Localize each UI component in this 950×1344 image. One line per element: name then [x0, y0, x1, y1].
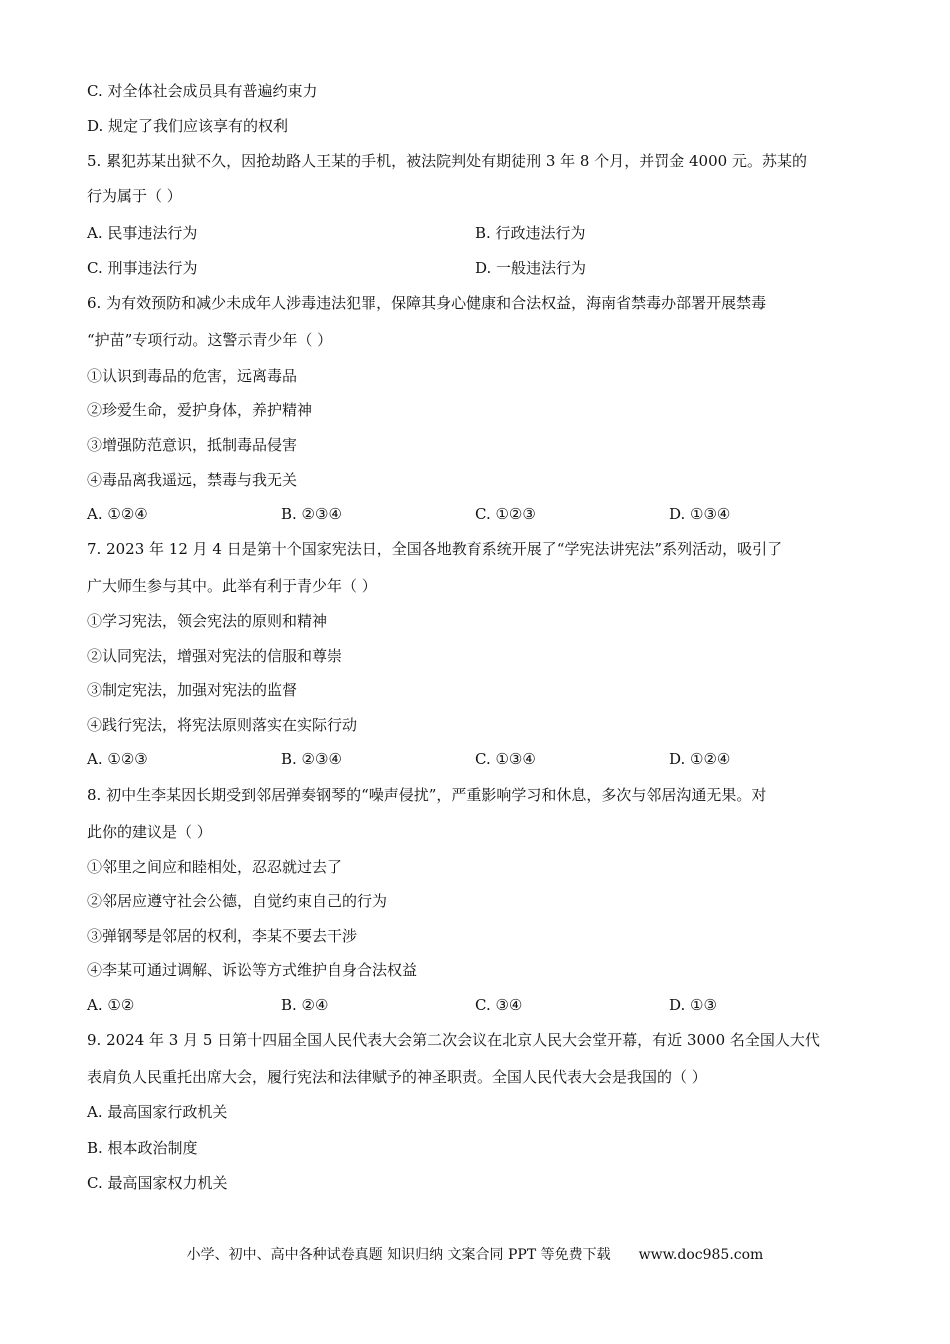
q8-statement-4: ④李某可通过调解、诉讼等方式维护自身合法权益	[87, 961, 418, 979]
q6-stem-line1: 6. 为有效预防和减少未成年人涉毒违法犯罪，保障其身心健康和合法权益，海南省禁毒办部署开展禁毒	[87, 294, 767, 312]
q6-statement-1: ①认识到毒品的危害，远离毒品	[87, 367, 298, 385]
q5-option-c: C. 刑事违法行为	[87, 259, 198, 277]
q7-statement-3: ③制定宪法，加强对宪法的监督	[87, 681, 298, 699]
q7-statement-4: ④践行宪法，将宪法原则落实在实际行动	[87, 716, 358, 734]
q9-stem-line1: 9. 2024 年 3 月 5 日第十四届全国人民代表大会第二次会议在北京人民大会堂开幕，有近 3000 名全国人大代	[87, 1031, 820, 1049]
q6-option-d: D. ①③④	[669, 505, 731, 523]
page-footer	[0, 1245, 950, 1265]
q8-stem-line2: 此你的建议是（ ）	[87, 823, 212, 841]
q6-statement-4: ④毒品离我遥远，禁毒与我无关	[87, 471, 298, 489]
q8-option-a: A. ①②	[87, 996, 135, 1014]
q9-stem-line2: 表肩负人民重托出席大会，履行宪法和法律赋予的神圣职责。全国人民代表大会是我国的（ ）	[87, 1068, 707, 1086]
q6-option-c: C. ①②③	[475, 505, 536, 523]
q8-option-c: C. ③④	[475, 996, 523, 1014]
footer-site-link[interactable]: www.doc985.com	[638, 1247, 764, 1263]
q6-option-b: B. ②③④	[281, 505, 342, 523]
q7-statement-1: ①学习宪法，领会宪法的原则和精神	[87, 612, 328, 630]
q4-option-c: C. 对全体社会成员具有普遍约束力	[87, 82, 318, 100]
q8-option-d: D. ①③	[669, 996, 717, 1014]
q5-option-b: B. 行政违法行为	[475, 224, 586, 242]
footer-text: 小学、初中、高中各种试卷真题 知识归纳 文案合同 PPT 等免费下载	[186, 1247, 611, 1263]
q8-option-b: B. ②④	[281, 996, 329, 1014]
q7-option-b: B. ②③④	[281, 750, 342, 768]
q9-option-c: C. 最高国家权力机关	[87, 1174, 228, 1192]
q8-stem-line1: 8. 初中生李某因长期受到邻居弹奏钢琴的“噪声侵扰”，严重影响学习和休息，多次与邻居沟通无果。对	[87, 786, 767, 804]
q9-option-a: A. 最高国家行政机关	[87, 1103, 228, 1121]
q8-statement-2: ②邻居应遵守社会公德，自觉约束自己的行为	[87, 892, 388, 910]
q5-option-a: A. 民事违法行为	[87, 224, 198, 242]
q6-option-a: A. ①②④	[87, 505, 148, 523]
q7-option-a: A. ①②③	[87, 750, 148, 768]
q7-option-d: D. ①②④	[669, 750, 731, 768]
q5-option-d: D. 一般违法行为	[475, 259, 587, 277]
q5-stem-line2: 行为属于（ ）	[87, 187, 182, 205]
q8-statement-3: ③弹钢琴是邻居的权利，李某不要去干涉	[87, 927, 358, 945]
q6-stem-line2: “护苗”专项行动。这警示青少年（ ）	[87, 331, 333, 349]
q6-statement-3: ③增强防范意识，抵制毒品侵害	[87, 436, 298, 454]
q7-stem-line1: 7. 2023 年 12 月 4 日是第十个国家宪法日，全国各地教育系统开展了“学宪法讲宪法”系列活动，吸引了	[87, 540, 783, 558]
q5-stem-line1: 5. 累犯苏某出狱不久，因抢劫路人王某的手机，被法院判处有期徒刑 3 年 8 个月，并罚金 4000 元。苏某的	[87, 152, 807, 170]
q8-statement-1: ①邻里之间应和睦相处，忍忍就过去了	[87, 858, 343, 876]
q7-option-c: C. ①③④	[475, 750, 536, 768]
q7-stem-line2: 广大师生参与其中。此举有利于青少年（ ）	[87, 577, 377, 595]
q9-option-b: B. 根本政治制度	[87, 1139, 198, 1157]
q7-statement-2: ②认同宪法，增强对宪法的信服和尊崇	[87, 647, 343, 665]
q4-option-d: D. 规定了我们应该享有的权利	[87, 117, 289, 135]
q6-statement-2: ②珍爱生命，爱护身体，养护精神	[87, 401, 313, 419]
